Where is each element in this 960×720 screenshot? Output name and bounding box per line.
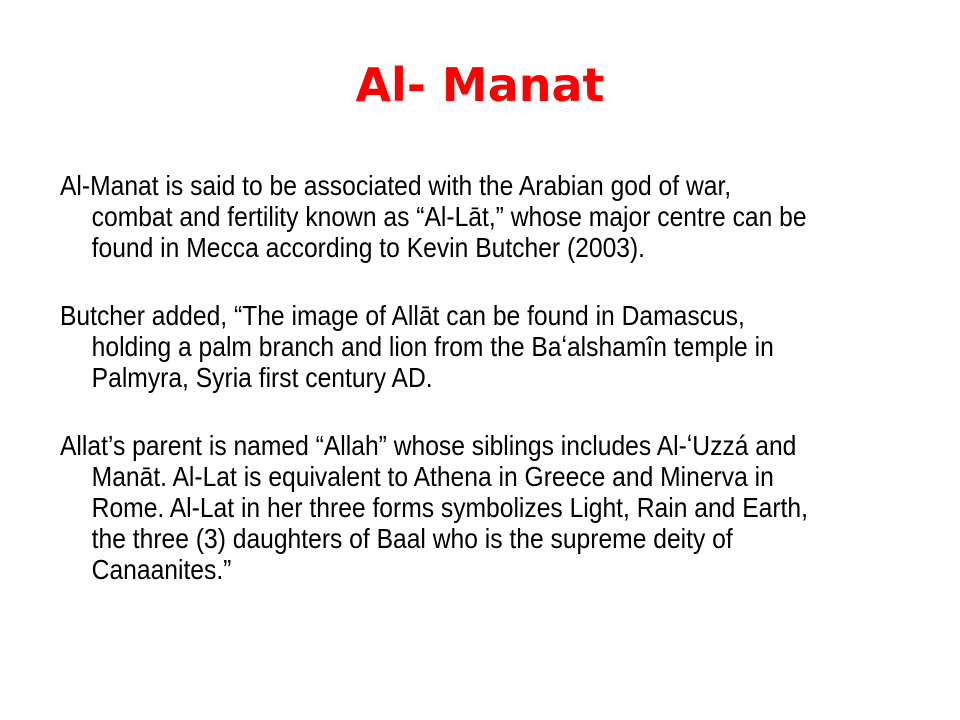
slide-body xyxy=(60,170,817,585)
paragraph-3: Allat’s parent is named “Allah” whose siblings includes Al-ʻUzzá and Manāt. Al-Lat is equivalent to Athena in Greece and Minerva in Rome. Al-Lat in her three forms symbolizes Light, Rain and Earth, the three (3) daughters of Baal who is the supreme deity of Canaanites.” xyxy=(60,430,808,585)
paragraph-1: Al-Manat is said to be associated with the Arabian god of war, combat and fertility known as “Al-Lāt,” whose major centre can be found in Mecca according to Kevin Butcher (2003). xyxy=(60,170,807,263)
slide-title: Al- Manat xyxy=(355,58,605,112)
paragraph-2: Butcher added, “The image of Allāt can be found in Damascus, holding a palm branch and lion from the Baʻalshamîn temple in Palmyra, Syria first century AD. xyxy=(60,300,774,393)
